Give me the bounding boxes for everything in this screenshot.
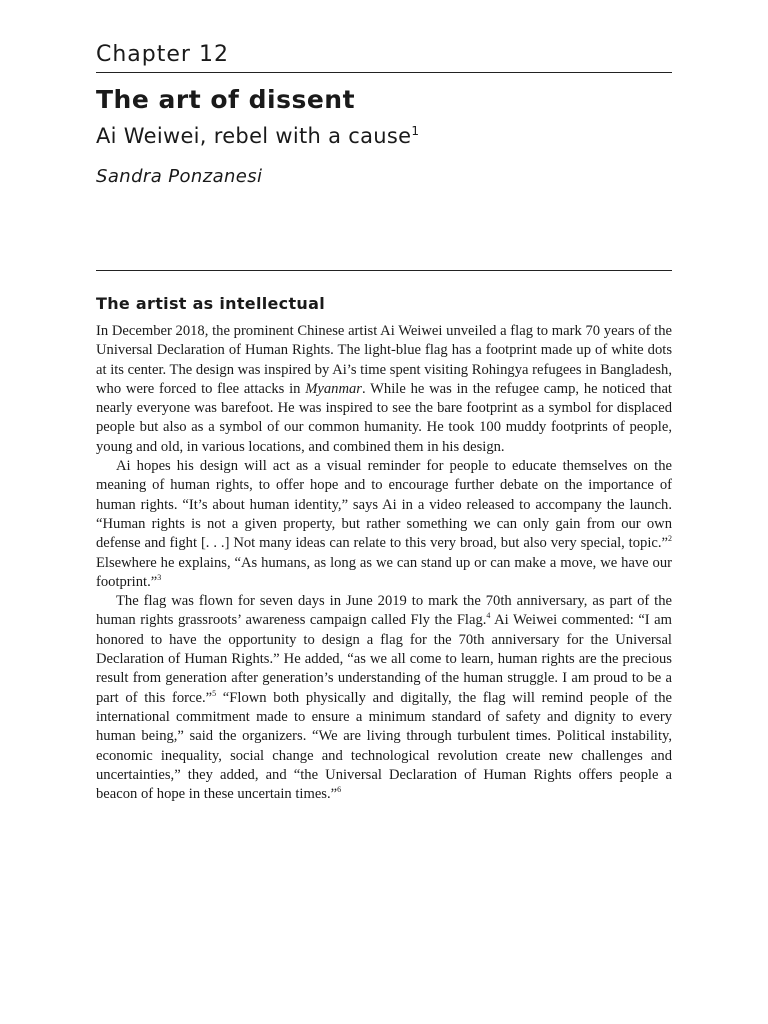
footnote-ref: 1 [411, 124, 420, 138]
footnote-ref: 6 [337, 785, 342, 795]
footnote-ref: 5 [212, 688, 217, 698]
footnote-ref: 4 [486, 611, 491, 621]
chapter-title: The art of dissent [96, 85, 356, 114]
paragraph-1: In December 2018, the prominent Chinese artist Ai Weiwei unveiled a flag to mark 70 years of the Universal Declaration of Human Rights. The light-blue flag has a footprint made up of white dots at its center. The design was inspired by Ai’s time spent visiting Rohingya refugees in Bangladesh, who were forced to flee attacks in Myanmar. While he was in the refugee camp, he noticed that nearly everyone was barefoot. He was inspired to see the bare footprint as a symbol for displaced people but also as a symbol of our common humanity. He took 100 muddy footprints of people, young and old, in various locations, and combined them in his design. [96, 323, 672, 455]
chapter-subtitle [96, 121, 672, 151]
author-name: Sandra Ponzanesi [96, 166, 263, 187]
paragraph-2: Ai hopes his design will act as a visual reminder for people to educate themselves on the meaning of human rights, to offer hope and to encourage further debate on the importance of human rights. “It’s about human identity,” says Ai in a video released to accompany the launch. “Human rights is not a given property, but rather something we can only gain from our own defense and fight [. . .] Not many ideas can relate to this very broad, but also very special, topic.”$^2$ Elsewhere he explains, “As humans, as long as we can stand up or can make a move, we have our footprint.”$^3$ [96, 458, 672, 590]
chapter-number: Chapter 12 [96, 42, 229, 67]
footnote-ref: 2 [668, 534, 672, 544]
section-heading: The artist as intellectual [96, 294, 325, 313]
section-rule [96, 270, 672, 271]
footnote-ref: 3 [157, 573, 162, 582]
book-page [96, 40, 672, 804]
chapter-subtitle-text: Ai Weiwei, rebel with a cause [96, 124, 412, 148]
body-text [96, 322, 672, 804]
paragraph-3: The flag was flown for seven days in June 2019 to mark the 70th anniversary, as part of the human rights grassroots’ awareness campaign called Fly the Flag.$^4$ Ai Weiwei commented: “I am honored to have the opportunity to design a flag for the 70th anniversary for the Universal Declaration of Human Rights.” He added, “as we all come to learn, human rights are the precious result from generation after generation’s understanding of the human struggle. I am proud to be a part of this force.”$^5$ “Flown both physically and digitally, the flag will remind people of the international commitment made to ensure a minimum standard of safety and dignity to every human being,” said the organizers. “We are living through turbulent times. Political instability, economic inequality, social change and technological revolution create new challenges and uncertainties,” they added, and “the Universal Declaration of Human Rights offers people a beacon of hope in these uncertain times.”$^6$ [96, 593, 673, 803]
italic-place-name: Myanmar [305, 380, 362, 397]
chapter-rule [96, 72, 672, 73]
